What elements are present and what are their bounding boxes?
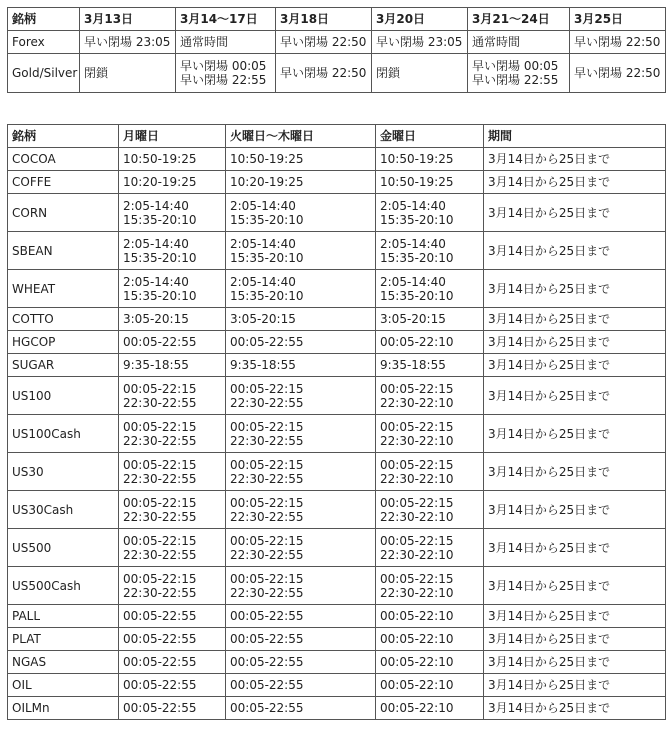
trading-hours-body <box>8 148 666 720</box>
table-cell: 3月14日から25日まで <box>484 308 666 331</box>
table-cell: 00:05-22:15 22:30-22:55 <box>119 453 226 491</box>
table-cell: 00:05-22:15 22:30-22:55 <box>119 567 226 605</box>
table-cell: 3月14日から25日まで <box>484 148 666 171</box>
table-cell: 3月14日から25日まで <box>484 529 666 567</box>
table-cell: 3月14日から25日まで <box>484 354 666 377</box>
table-cell: 2:05-14:40 15:35-20:10 <box>226 232 376 270</box>
table-cell: 3月14日から25日まで <box>484 605 666 628</box>
table-cell: 00:05-22:55 <box>119 605 226 628</box>
column-header: 3月20日 <box>372 8 468 31</box>
table-cell: 3月14日から25日まで <box>484 270 666 308</box>
table-cell: 早い閉場 22:50 <box>570 54 666 93</box>
column-header: 3月25日 <box>570 8 666 31</box>
table-cell: 00:05-22:15 22:30-22:55 <box>119 529 226 567</box>
table-row <box>8 54 666 93</box>
symbol-cell: COCOA <box>8 148 119 171</box>
symbol-cell: PALL <box>8 605 119 628</box>
table-row <box>8 628 666 651</box>
table-cell: 早い閉場 00:05 早い閉場 22:55 <box>176 54 276 93</box>
table-cell: 3月14日から25日まで <box>484 697 666 720</box>
trading-hours-table <box>7 124 666 720</box>
symbol-cell: US100 <box>8 377 119 415</box>
table-cell: 00:05-22:55 <box>226 697 376 720</box>
symbol-cell: US100Cash <box>8 415 119 453</box>
table-cell: 早い閉場 00:05 早い閉場 22:55 <box>468 54 570 93</box>
symbol-cell: HGCOP <box>8 331 119 354</box>
table-row <box>8 651 666 674</box>
table-cell: 3月14日から25日まで <box>484 194 666 232</box>
table-cell: 00:05-22:10 <box>376 674 484 697</box>
table-cell: 10:50-19:25 <box>226 148 376 171</box>
table-row <box>8 31 666 54</box>
table-cell: 00:05-22:55 <box>226 628 376 651</box>
symbol-cell: COTTO <box>8 308 119 331</box>
table-row <box>8 171 666 194</box>
table-cell: 00:05-22:15 22:30-22:10 <box>376 491 484 529</box>
table-cell: 10:50-19:25 <box>119 148 226 171</box>
table-cell: 00:05-22:55 <box>119 628 226 651</box>
column-header: 銘柄 <box>8 125 119 148</box>
table-cell: 00:05-22:10 <box>376 628 484 651</box>
table-row <box>8 354 666 377</box>
column-header: 銘柄 <box>8 8 80 31</box>
symbol-cell: OILMn <box>8 697 119 720</box>
symbol-cell: WHEAT <box>8 270 119 308</box>
table-cell: 早い閉場 22:50 <box>276 54 372 93</box>
table-cell: 通常時間 <box>468 31 570 54</box>
table-cell: 00:05-22:15 22:30-22:55 <box>226 567 376 605</box>
table-cell: 00:05-22:55 <box>119 674 226 697</box>
table-cell: 2:05-14:40 15:35-20:10 <box>226 270 376 308</box>
table-cell: 10:50-19:25 <box>376 148 484 171</box>
table-cell: 00:05-22:55 <box>119 651 226 674</box>
table-cell: 3:05-20:15 <box>376 308 484 331</box>
table-cell: 00:05-22:15 22:30-22:55 <box>226 377 376 415</box>
table-cell: 00:05-22:55 <box>119 697 226 720</box>
table-cell: 2:05-14:40 15:35-20:10 <box>226 194 376 232</box>
table-cell: 2:05-14:40 15:35-20:10 <box>376 270 484 308</box>
table-row <box>8 605 666 628</box>
table-row <box>8 697 666 720</box>
column-header: 3月21〜24日 <box>468 8 570 31</box>
table-cell: 3月14日から25日まで <box>484 491 666 529</box>
table-row <box>8 529 666 567</box>
table-cell: 3月14日から25日まで <box>484 415 666 453</box>
table-cell: 3月14日から25日まで <box>484 651 666 674</box>
symbol-cell: SUGAR <box>8 354 119 377</box>
trading-hours-header <box>8 125 666 148</box>
table-cell: 3月14日から25日まで <box>484 377 666 415</box>
symbol-cell: CORN <box>8 194 119 232</box>
column-header: 期間 <box>484 125 666 148</box>
table-cell: 00:05-22:10 <box>376 331 484 354</box>
table-cell: 00:05-22:15 22:30-22:10 <box>376 529 484 567</box>
symbol-cell: OIL <box>8 674 119 697</box>
holiday-schedule-header <box>8 8 666 31</box>
table-cell: 00:05-22:55 <box>226 674 376 697</box>
table-cell: 2:05-14:40 15:35-20:10 <box>119 270 226 308</box>
table-cell: 2:05-14:40 15:35-20:10 <box>119 194 226 232</box>
table-cell: 9:35-18:55 <box>119 354 226 377</box>
table-cell: 00:05-22:10 <box>376 651 484 674</box>
table-cell: 00:05-22:15 22:30-22:55 <box>226 453 376 491</box>
table-cell: 2:05-14:40 15:35-20:10 <box>119 232 226 270</box>
holiday-schedule-body <box>8 31 666 93</box>
symbol-cell: NGAS <box>8 651 119 674</box>
holiday-schedule-table <box>7 7 666 93</box>
symbol-cell: US30 <box>8 453 119 491</box>
table-cell: 2:05-14:40 15:35-20:10 <box>376 232 484 270</box>
table-cell: 00:05-22:15 22:30-22:55 <box>119 415 226 453</box>
column-header: 3月14〜17日 <box>176 8 276 31</box>
table-cell: 00:05-22:15 22:30-22:10 <box>376 453 484 491</box>
table-cell: 閉鎖 <box>80 54 176 93</box>
table-cell: 9:35-18:55 <box>226 354 376 377</box>
table-row <box>8 674 666 697</box>
symbol-cell: Gold/Silver <box>8 54 80 93</box>
table-cell: 3月14日から25日まで <box>484 232 666 270</box>
table-cell: 00:05-22:15 22:30-22:10 <box>376 567 484 605</box>
table-cell: 00:05-22:15 22:30-22:10 <box>376 415 484 453</box>
table-row <box>8 415 666 453</box>
table-cell: 10:20-19:25 <box>119 171 226 194</box>
table-row <box>8 308 666 331</box>
table-row <box>8 453 666 491</box>
table-cell: 00:05-22:15 22:30-22:55 <box>119 377 226 415</box>
table-row <box>8 377 666 415</box>
table-cell: 00:05-22:55 <box>119 331 226 354</box>
table-cell: 3月14日から25日まで <box>484 567 666 605</box>
table-cell: 3月14日から25日まで <box>484 628 666 651</box>
table-cell: 00:05-22:10 <box>376 605 484 628</box>
table-cell: 3月14日から25日まで <box>484 171 666 194</box>
table-cell: 00:05-22:15 22:30-22:10 <box>376 377 484 415</box>
table-cell: 00:05-22:15 22:30-22:55 <box>226 491 376 529</box>
table-row <box>8 232 666 270</box>
table-cell: 00:05-22:15 22:30-22:55 <box>119 491 226 529</box>
table-cell: 3:05-20:15 <box>119 308 226 331</box>
column-header: 月曜日 <box>119 125 226 148</box>
table-cell: 00:05-22:10 <box>376 697 484 720</box>
symbol-cell: US500 <box>8 529 119 567</box>
table-cell: 通常時間 <box>176 31 276 54</box>
table-row <box>8 331 666 354</box>
table-cell: 00:05-22:55 <box>226 331 376 354</box>
column-header: 火曜日〜木曜日 <box>226 125 376 148</box>
table-row <box>8 491 666 529</box>
table-cell: 3月14日から25日まで <box>484 674 666 697</box>
table-cell: 早い閉場 22:50 <box>276 31 372 54</box>
symbol-cell: Forex <box>8 31 80 54</box>
table-cell: 早い閉場 23:05 <box>80 31 176 54</box>
table-cell: 9:35-18:55 <box>376 354 484 377</box>
table-cell: 2:05-14:40 15:35-20:10 <box>376 194 484 232</box>
table-row <box>8 270 666 308</box>
table-cell: 00:05-22:55 <box>226 651 376 674</box>
table-row <box>8 148 666 171</box>
table-cell: 早い閉場 23:05 <box>372 31 468 54</box>
column-header: 金曜日 <box>376 125 484 148</box>
table-cell: 3月14日から25日まで <box>484 453 666 491</box>
table-cell: 10:50-19:25 <box>376 171 484 194</box>
symbol-cell: SBEAN <box>8 232 119 270</box>
symbol-cell: COFFE <box>8 171 119 194</box>
column-header: 3月18日 <box>276 8 372 31</box>
table-cell: 10:20-19:25 <box>226 171 376 194</box>
symbol-cell: US500Cash <box>8 567 119 605</box>
table-cell: 3月14日から25日まで <box>484 331 666 354</box>
table-cell: 早い閉場 22:50 <box>570 31 666 54</box>
table-cell: 3:05-20:15 <box>226 308 376 331</box>
symbol-cell: PLAT <box>8 628 119 651</box>
table-cell: 00:05-22:15 22:30-22:55 <box>226 529 376 567</box>
table-cell: 00:05-22:55 <box>226 605 376 628</box>
table-row <box>8 194 666 232</box>
table-cell: 00:05-22:15 22:30-22:55 <box>226 415 376 453</box>
symbol-cell: US30Cash <box>8 491 119 529</box>
table-cell: 閉鎖 <box>372 54 468 93</box>
table-row <box>8 567 666 605</box>
column-header: 3月13日 <box>80 8 176 31</box>
